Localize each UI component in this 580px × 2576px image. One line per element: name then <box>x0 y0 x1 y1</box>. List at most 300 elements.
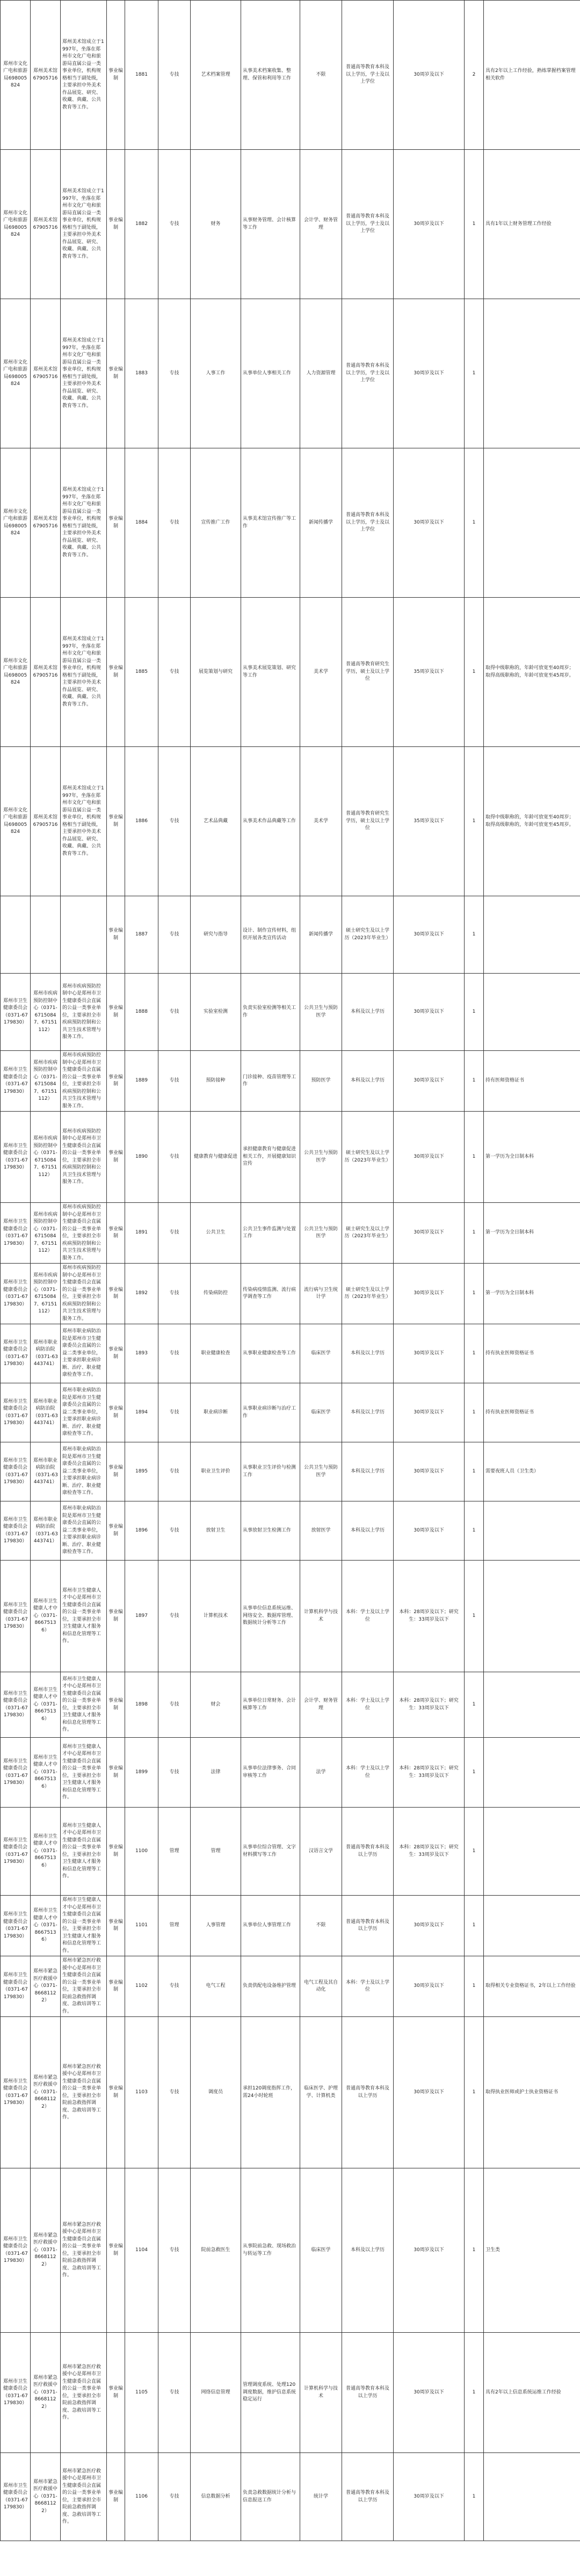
cell-department: 郑州市文化广电和旅游局698005824 <box>1 448 31 598</box>
cell-post-category: 专技 <box>158 1561 191 1672</box>
cell-department: 郑州市卫生健康委员会（0371-67179830） <box>1 1203 31 1264</box>
cell-post-name: 人事工作 <box>191 299 241 448</box>
cell-job-duties: 从事单位人事相关工作 <box>241 299 300 448</box>
cell-post-name: 宣传推广工作 <box>191 448 241 598</box>
table-row <box>1 896 580 974</box>
cell-staffing-type: 事业编制 <box>107 2333 125 2453</box>
cell-education: 本科及以上学历 <box>342 1324 394 1383</box>
cell-unit-description: 郑州美术馆成立于1997年，坐落在郑州市文化广电和旅游局直属公益一类事业单位，机构规格相当于副处级，主要承担中外美术作品展览、研究、收藏、典藏、公共教育等工作。 <box>61 299 107 448</box>
cell-other-requirements: 取得相关专业资格证书，2年以上工作经验 <box>484 1956 580 2017</box>
cell-age: 30周岁及以下 <box>394 1442 465 1501</box>
cell-other-requirements: 具有2年以上信息系统运维工作经验 <box>484 2333 580 2453</box>
cell-staffing-type: 事业编制 <box>107 1324 125 1383</box>
cell-unit-contact: 郑州市职业病防治院（0371-63443741） <box>31 1383 61 1442</box>
cell-department: 郑州市卫生健康委员会（0371-67179830） <box>1 1808 31 1896</box>
cell-department: 郑州市卫生健康委员会（0371-67179830） <box>1 2333 31 2453</box>
table-row <box>1 299 580 448</box>
cell-headcount: 2 <box>465 1 484 150</box>
cell-major: 公共卫生与预防医学 <box>300 1442 342 1501</box>
cell-other-requirements: 取得中级职称的，年龄可放宽至40周岁；取得高级职称的，年龄可放宽至45周岁。 <box>484 598 580 747</box>
cell-post-code: 1889 <box>125 1051 158 1112</box>
cell-staffing-type: 事业编制 <box>107 1956 125 2017</box>
cell-unit-contact: 郑州美术馆67905716 <box>31 448 61 598</box>
cell-education: 普通高等教育本科及以上学历，学士及以上学位 <box>342 299 394 448</box>
table-body <box>1 1 580 2541</box>
cell-major: 不限 <box>300 1 342 150</box>
cell-post-category: 专技 <box>158 150 191 299</box>
table-row <box>1 1383 580 1442</box>
cell-post-code: 1898 <box>125 1672 158 1738</box>
cell-unit-description: 郑州市紧急医疗救援中心是郑州市卫生健康委员会直属的公益一类事业单位，主要承担全市院前急救指挥调度、急救培训等工作。 <box>61 2453 107 2541</box>
cell-headcount: 1 <box>465 2017 484 2168</box>
cell-headcount: 1 <box>465 747 484 896</box>
cell-post-code: 1897 <box>125 1561 158 1672</box>
cell-post-code: 1895 <box>125 1442 158 1501</box>
cell-major: 预防医学 <box>300 1051 342 1112</box>
cell-education: 普通高等教育本科及以上学历 <box>342 2453 394 2541</box>
cell-post-name: 职业卫生评价 <box>191 1442 241 1501</box>
table-row <box>1 1738 580 1808</box>
cell-department: 郑州市文化广电和旅游局698005824 <box>1 299 31 448</box>
cell-post-category: 管理 <box>158 1808 191 1896</box>
cell-education: 本科及以上学历 <box>342 1442 394 1501</box>
cell-unit-description: 郑州市紧急医疗救援中心是郑州市卫生健康委员会直属的公益一类事业单位，主要承担全市院前急救指挥调度、急救培训等工作。 <box>61 1956 107 2017</box>
cell-job-duties: 从事职业健康检查等工作 <box>241 1324 300 1383</box>
cell-post-category: 专技 <box>158 598 191 747</box>
cell-age: 30周岁及以下 <box>394 1896 465 1956</box>
cell-post-category: 专技 <box>158 1383 191 1442</box>
cell-age: 30周岁及以下 <box>394 448 465 598</box>
cell-department: 郑州市卫生健康委员会（0371-67179830） <box>1 1561 31 1672</box>
cell-unit-contact: 郑州美术馆67905716 <box>31 1 61 150</box>
table-row <box>1 150 580 299</box>
cell-post-category: 专技 <box>158 1 191 150</box>
cell-department: 郑州市卫生健康委员会（0371-67179830） <box>1 1442 31 1501</box>
cell-job-duties: 从事单位信息系统运维、网络安全、数据库管理、数据统计分析等工作 <box>241 1561 300 1672</box>
cell-post-code: 1104 <box>125 2168 158 2333</box>
cell-job-duties: 从事美术档案收集、整理、保管和利用等工作 <box>241 1 300 150</box>
cell-age: 30周岁及以下 <box>394 1203 465 1264</box>
cell-staffing-type: 事业编制 <box>107 1672 125 1738</box>
cell-headcount: 1 <box>465 1956 484 2017</box>
cell-job-duties: 设计、制作宣传材料，组织开展各类宣传活动 <box>241 896 300 974</box>
cell-department: 郑州市卫生健康委员会（0371-67179830） <box>1 1956 31 2017</box>
table-row <box>1 1051 580 1112</box>
cell-job-duties: 从事单位人事管理工作 <box>241 1896 300 1956</box>
cell-post-category: 专技 <box>158 1738 191 1808</box>
table-row <box>1 2333 580 2453</box>
cell-age: 35周岁及以下 <box>394 747 465 896</box>
cell-unit-contact: 郑州市疾病预防控制中心（0371-67150847、67151112） <box>31 1203 61 1264</box>
cell-unit-contact: 郑州美术馆67905716 <box>31 299 61 448</box>
cell-post-code: 1893 <box>125 1324 158 1383</box>
cell-staffing-type: 事业编制 <box>107 598 125 747</box>
cell-age: 本科：28周岁及以下；研究生：33周岁及以下 <box>394 1561 465 1672</box>
cell-post-category: 专技 <box>158 1956 191 2017</box>
cell-post-category: 专技 <box>158 974 191 1051</box>
cell-staffing-type: 事业编制 <box>107 1112 125 1203</box>
cell-post-name: 实验室检测 <box>191 974 241 1051</box>
cell-department: 郑州市卫生健康委员会（0371-67179830） <box>1 1324 31 1383</box>
cell-post-name: 展览策划与研究 <box>191 598 241 747</box>
cell-education: 本科及以上学历 <box>342 1501 394 1561</box>
cell-post-code: 1884 <box>125 448 158 598</box>
cell-post-code: 1882 <box>125 150 158 299</box>
cell-post-code: 1888 <box>125 974 158 1051</box>
cell-post-category: 专技 <box>158 896 191 974</box>
cell-major: 人力资源管理 <box>300 299 342 448</box>
cell-post-name: 放射卫生 <box>191 1501 241 1561</box>
cell-staffing-type: 事业编制 <box>107 1264 125 1324</box>
cell-unit-description: 郑州市疾病预防控制中心是郑州市卫生健康委员会直属的公益一类事业单位，主要承担全市疾病预防控制和公共卫生技术管理与服务工作。 <box>61 974 107 1051</box>
cell-post-code: 1887 <box>125 896 158 974</box>
cell-department: 郑州市卫生健康委员会（0371-67179830） <box>1 1896 31 1956</box>
cell-unit-contact: 郑州市疾病预防控制中心（0371-67150847、67151112） <box>31 1112 61 1203</box>
cell-staffing-type: 事业编制 <box>107 150 125 299</box>
cell-post-category: 专技 <box>158 1672 191 1738</box>
cell-education: 硕士研究生及以上学历（2023年毕业生） <box>342 1264 394 1324</box>
cell-age: 30周岁及以下 <box>394 299 465 448</box>
cell-education: 硕士研究生及以上学历（2023年毕业生） <box>342 896 394 974</box>
cell-post-name: 法律 <box>191 1738 241 1808</box>
cell-education: 本科：学士及以上学位 <box>342 1561 394 1672</box>
cell-age: 30周岁及以下 <box>394 1383 465 1442</box>
cell-unit-description: 郑州市职业病防治院是郑州市卫生健康委员会直属的公益二类事业单位，主要承担职业病诊断、治疗、职业健康检查等工作。 <box>61 1324 107 1383</box>
cell-headcount: 1 <box>465 1738 484 1808</box>
table-row <box>1 448 580 598</box>
cell-other-requirements: 具有2年以上工作经验，熟练掌握档案管理相关软件 <box>484 1 580 150</box>
cell-education: 普通高等教育本科及以上学历 <box>342 2017 394 2168</box>
cell-age: 30周岁及以下 <box>394 150 465 299</box>
cell-major: 新闻传播学 <box>300 896 342 974</box>
cell-post-code: 1881 <box>125 1 158 150</box>
cell-post-code: 1890 <box>125 1112 158 1203</box>
table-row <box>1 2168 580 2333</box>
cell-staffing-type: 事业编制 <box>107 1808 125 1896</box>
cell-department: 郑州市卫生健康委员会（0371-67179830） <box>1 1383 31 1442</box>
cell-headcount: 1 <box>465 598 484 747</box>
cell-education: 普通高等教育研究生学历，硕士及以上学位 <box>342 598 394 747</box>
cell-other-requirements <box>484 1738 580 1808</box>
cell-major: 放射医学 <box>300 1501 342 1561</box>
cell-post-name: 艺术档案管理 <box>191 1 241 150</box>
cell-post-code: 1105 <box>125 2333 158 2453</box>
cell-other-requirements <box>484 1672 580 1738</box>
cell-other-requirements: 取得执业医师或护士执业资格证书 <box>484 2017 580 2168</box>
cell-age: 30周岁及以下 <box>394 1501 465 1561</box>
cell-post-code: 1100 <box>125 1808 158 1896</box>
cell-unit-contact: 郑州市职业病防治院（0371-63443741） <box>31 1501 61 1561</box>
cell-staffing-type: 事业编制 <box>107 1 125 150</box>
cell-job-duties: 从事美术馆宣传推广等工作 <box>241 448 300 598</box>
cell-post-category: 专技 <box>158 2168 191 2333</box>
cell-unit-contact: 郑州市职业病防治院（0371-63443741） <box>31 1442 61 1501</box>
cell-unit-contact: 郑州市卫生健康人才中心（0371-86675136） <box>31 1738 61 1808</box>
cell-post-name: 院前急救医生 <box>191 2168 241 2333</box>
cell-post-code: 1892 <box>125 1264 158 1324</box>
cell-age: 30周岁及以下 <box>394 2333 465 2453</box>
cell-unit-description: 郑州市紧急医疗救援中心是郑州市卫生健康委员会直属的公益一类事业单位，主要承担全市院前急救指挥调度、急救培训等工作。 <box>61 2333 107 2453</box>
cell-department: 郑州市卫生健康委员会（0371-67179830） <box>1 1264 31 1324</box>
cell-post-name: 管理 <box>191 1808 241 1896</box>
cell-department: 郑州市卫生健康委员会（0371-67179830） <box>1 1738 31 1808</box>
cell-post-name: 电气工程 <box>191 1956 241 2017</box>
cell-post-category: 专技 <box>158 1264 191 1324</box>
cell-post-name: 预防接种 <box>191 1051 241 1112</box>
cell-age: 30周岁及以下 <box>394 896 465 974</box>
cell-other-requirements: 具有1年以上财务管理工作经验 <box>484 150 580 299</box>
cell-headcount: 1 <box>465 1442 484 1501</box>
cell-post-name: 计算机技术 <box>191 1561 241 1672</box>
cell-post-code: 1101 <box>125 1896 158 1956</box>
cell-major: 汉语言文学 <box>300 1808 342 1896</box>
cell-major: 临床医学 <box>300 1324 342 1383</box>
cell-unit-description: 郑州市紧急医疗救援中心是郑州市卫生健康委员会直属的公益一类事业单位，主要承担全市院前急救指挥调度、急救培训等工作。 <box>61 2168 107 2333</box>
cell-job-duties: 从事职业卫生评价与检测工作 <box>241 1442 300 1501</box>
cell-age: 30周岁及以下 <box>394 2168 465 2333</box>
cell-other-requirements: 持有执业医师资格证书 <box>484 1383 580 1442</box>
cell-major: 新闻传播学 <box>300 448 342 598</box>
cell-job-duties: 负责急救数据统计分析与信息报送工作 <box>241 2453 300 2541</box>
cell-unit-contact: 郑州市紧急医疗救援中心（0371-86681122） <box>31 2017 61 2168</box>
cell-staffing-type: 事业编制 <box>107 1203 125 1264</box>
cell-age: 30周岁及以下 <box>394 1112 465 1203</box>
cell-education: 硕士研究生及以上学历（2023年毕业生） <box>342 1112 394 1203</box>
cell-headcount: 1 <box>465 974 484 1051</box>
cell-headcount: 1 <box>465 150 484 299</box>
cell-education: 本科及以上学历 <box>342 1051 394 1112</box>
cell-age: 30周岁及以下 <box>394 1051 465 1112</box>
cell-headcount: 1 <box>465 2453 484 2541</box>
table-row <box>1 1 580 150</box>
cell-unit-description: 郑州市卫生健康人才中心是郑州市卫生健康委员会直属的公益一类事业单位，主要承担全市卫生健康人才服务和信息化管理等工作。 <box>61 1738 107 1808</box>
cell-job-duties: 传染病疫情监测、流行病学调查等工作 <box>241 1264 300 1324</box>
cell-unit-description: 郑州市卫生健康人才中心是郑州市卫生健康委员会直属的公益一类事业单位，主要承担全市卫生健康人才服务和信息化管理等工作。 <box>61 1896 107 1956</box>
cell-age: 30周岁及以下 <box>394 1956 465 2017</box>
cell-education: 本科：学士及以上学位 <box>342 1672 394 1738</box>
cell-department: 郑州市卫生健康委员会（0371-67179830） <box>1 1672 31 1738</box>
cell-headcount: 1 <box>465 1808 484 1896</box>
cell-post-category: 专技 <box>158 1501 191 1561</box>
cell-major: 法学 <box>300 1738 342 1808</box>
cell-job-duties: 负责实验室检测等相关工作 <box>241 974 300 1051</box>
cell-headcount: 1 <box>465 1324 484 1383</box>
cell-education: 普通高等教育研究生学历，硕士及以上学位 <box>342 747 394 896</box>
cell-unit-contact: 郑州市疾病预防控制中心（0371-67150847、67151112） <box>31 974 61 1051</box>
cell-post-category: 专技 <box>158 2333 191 2453</box>
table-row <box>1 2453 580 2541</box>
cell-major: 临床医学 <box>300 2168 342 2333</box>
cell-department: 郑州市卫生健康委员会（0371-67179830） <box>1 2017 31 2168</box>
cell-unit-contact: 郑州市卫生健康人才中心（0371-86675136） <box>31 1561 61 1672</box>
cell-staffing-type: 事业编制 <box>107 448 125 598</box>
cell-job-duties: 从事院前急救、现场救治与转运等工作 <box>241 2168 300 2333</box>
cell-post-name: 财务 <box>191 150 241 299</box>
cell-job-duties: 从事财务管理、会计核算等工作 <box>241 150 300 299</box>
cell-major: 计算机科学与技术 <box>300 2333 342 2453</box>
cell-major: 美术学 <box>300 747 342 896</box>
cell-major: 统计学 <box>300 2453 342 2541</box>
cell-post-name: 信息数据分析 <box>191 2453 241 2541</box>
cell-job-duties: 从事单位综合管理、文字材料撰写等工作 <box>241 1808 300 1896</box>
cell-other-requirements <box>484 896 580 974</box>
cell-unit-description: 郑州市职业病防治院是郑州市卫生健康委员会直属的公益二类事业单位，主要承担职业病诊断、治疗、职业健康检查等工作。 <box>61 1501 107 1561</box>
cell-other-requirements <box>484 1808 580 1896</box>
cell-staffing-type: 事业编制 <box>107 1501 125 1561</box>
cell-unit-description: 郑州美术馆成立于1997年，坐落在郑州市文化广电和旅游局直属公益一类事业单位，机构规格相当于副处级，主要承担中外美术作品展览、研究、收藏、典藏、公共教育等工作。 <box>61 150 107 299</box>
cell-education: 本科及以上学历 <box>342 974 394 1051</box>
cell-unit-contact: 郑州市紧急医疗救援中心（0371-86681122） <box>31 2453 61 2541</box>
cell-major: 美术学 <box>300 598 342 747</box>
cell-major: 临床医学、护理学、计算机类 <box>300 2017 342 2168</box>
cell-post-code: 1894 <box>125 1383 158 1442</box>
cell-post-category: 专技 <box>158 1112 191 1203</box>
cell-job-duties: 从事单位日常财务、会计核算等工作 <box>241 1672 300 1738</box>
cell-headcount: 1 <box>465 1112 484 1203</box>
table-row <box>1 1442 580 1501</box>
cell-age: 35周岁及以下 <box>394 598 465 747</box>
cell-department: 郑州市卫生健康委员会（0371-67179830） <box>1 1501 31 1561</box>
cell-education: 普通高等教育本科及以上学历 <box>342 1896 394 1956</box>
cell-unit-contact: 郑州市职业病防治院（0371-63443741） <box>31 1324 61 1383</box>
cell-department: 郑州市卫生健康委员会（0371-67179830） <box>1 1112 31 1203</box>
cell-education: 本科：学士及以上学位 <box>342 1738 394 1808</box>
cell-headcount: 1 <box>465 1203 484 1264</box>
cell-headcount: 1 <box>465 1896 484 1956</box>
cell-unit-description: 郑州市职业病防治院是郑州市卫生健康委员会直属的公益二类事业单位，主要承担职业病诊断、治疗、职业健康检查等工作。 <box>61 1442 107 1501</box>
cell-post-code: 1102 <box>125 1956 158 2017</box>
cell-other-requirements: 持有执业医师资格证书 <box>484 1324 580 1383</box>
cell-department: 郑州市文化广电和旅游局698005824 <box>1 1 31 150</box>
cell-job-duties: 公共卫生事件监测与处置工作 <box>241 1203 300 1264</box>
cell-age: 30周岁及以下 <box>394 1264 465 1324</box>
cell-post-category: 专技 <box>158 2017 191 2168</box>
cell-staffing-type: 事业编制 <box>107 1051 125 1112</box>
cell-major: 公共卫生与预防医学 <box>300 1112 342 1203</box>
cell-unit-description: 郑州市疾病预防控制中心是郑州市卫生健康委员会直属的公益一类事业单位，主要承担全市疾病预防控制和公共卫生技术管理与服务工作。 <box>61 1112 107 1203</box>
cell-post-name: 健康教育与健康促进 <box>191 1112 241 1203</box>
cell-post-name: 财会 <box>191 1672 241 1738</box>
cell-other-requirements: 第一学历为全日制本科 <box>484 1264 580 1324</box>
table-row <box>1 1324 580 1383</box>
table-row <box>1 1808 580 1896</box>
table-row <box>1 598 580 747</box>
cell-post-category: 管理 <box>158 1896 191 1956</box>
cell-other-requirements <box>484 299 580 448</box>
cell-other-requirements: 取得中级职称的，年龄可放宽至40周岁；取得高级职称的，年龄可放宽至45周岁。 <box>484 747 580 896</box>
cell-major: 公共卫生与预防医学 <box>300 1203 342 1264</box>
cell-other-requirements <box>484 1896 580 1956</box>
cell-other-requirements <box>484 1501 580 1561</box>
cell-unit-description: 郑州市卫生健康人才中心是郑州市卫生健康委员会直属的公益一类事业单位，主要承担全市卫生健康人才服务和信息化管理等工作。 <box>61 1808 107 1896</box>
cell-age: 30周岁及以下 <box>394 1 465 150</box>
cell-post-category: 专技 <box>158 1203 191 1264</box>
cell-education: 普通高等教育本科及以上学历，学士及以上学位 <box>342 150 394 299</box>
cell-unit-contact: 郑州市卫生健康人才中心（0371-86675136） <box>31 1896 61 1956</box>
cell-major: 会计学、财务管理 <box>300 150 342 299</box>
cell-other-requirements <box>484 1561 580 1672</box>
cell-other-requirements <box>484 974 580 1051</box>
cell-major: 临床医学 <box>300 1383 342 1442</box>
cell-other-requirements <box>484 448 580 598</box>
cell-staffing-type: 事业编制 <box>107 1442 125 1501</box>
cell-education: 硕士研究生及以上学历（2023年毕业生） <box>342 1203 394 1264</box>
cell-post-category: 专技 <box>158 1051 191 1112</box>
cell-staffing-type: 事业编制 <box>107 747 125 896</box>
cell-major: 电气工程及其自动化 <box>300 1956 342 2017</box>
cell-age: 本科：28周岁及以下；研究生：33周岁及以下 <box>394 1808 465 1896</box>
table-row <box>1 1956 580 2017</box>
cell-education: 本科及以上学历 <box>342 2168 394 2333</box>
cell-age: 30周岁及以下 <box>394 1324 465 1383</box>
table-row <box>1 974 580 1051</box>
cell-education: 普通高等教育本科及以上学历，学士及以上学位 <box>342 1 394 150</box>
cell-unit-contact: 郑州美术馆67905716 <box>31 747 61 896</box>
cell-department: 郑州市卫生健康委员会（0371-67179830） <box>1 1051 31 1112</box>
cell-unit-contact <box>31 896 61 974</box>
table-row <box>1 1203 580 1264</box>
cell-post-category: 专技 <box>158 2453 191 2541</box>
cell-post-name: 传染病防控 <box>191 1264 241 1324</box>
cell-unit-contact: 郑州美术馆67905716 <box>31 598 61 747</box>
cell-post-category: 专技 <box>158 1324 191 1383</box>
cell-job-duties: 门诊接种、疫苗管理等工作 <box>241 1051 300 1112</box>
cell-staffing-type: 事业编制 <box>107 974 125 1051</box>
cell-headcount: 1 <box>465 2168 484 2333</box>
cell-job-duties: 从事单位法律事务、合同审核等工作 <box>241 1738 300 1808</box>
cell-unit-description: 郑州市疾病预防控制中心是郑州市卫生健康委员会直属的公益一类事业单位，主要承担全市疾病预防控制和公共卫生技术管理与服务工作。 <box>61 1203 107 1264</box>
cell-headcount: 1 <box>465 1051 484 1112</box>
cell-major: 不限 <box>300 1896 342 1956</box>
cell-other-requirements: 需要夜班人员（卫生类） <box>484 1442 580 1501</box>
cell-post-code: 1886 <box>125 747 158 896</box>
cell-education: 本科及以上学历 <box>342 1383 394 1442</box>
cell-staffing-type: 事业编制 <box>107 1383 125 1442</box>
cell-age: 30周岁及以下 <box>394 2453 465 2541</box>
cell-headcount: 1 <box>465 896 484 974</box>
cell-unit-description: 郑州市疾病预防控制中心是郑州市卫生健康委员会直属的公益一类事业单位，主要承担全市疾病预防控制和公共卫生技术管理与服务工作。 <box>61 1051 107 1112</box>
cell-department: 郑州市文化广电和旅游局698005824 <box>1 150 31 299</box>
cell-post-code: 1896 <box>125 1501 158 1561</box>
cell-headcount: 1 <box>465 2333 484 2453</box>
cell-major: 公共卫生与预防医学 <box>300 974 342 1051</box>
cell-unit-contact: 郑州市紧急医疗救援中心（0371-86681122） <box>31 1956 61 2017</box>
cell-unit-description: 郑州市疾病预防控制中心是郑州市卫生健康委员会直属的公益一类事业单位，主要承担全市疾病预防控制和公共卫生技术管理与服务工作。 <box>61 1264 107 1324</box>
cell-unit-description <box>61 896 107 974</box>
table-row <box>1 2017 580 2168</box>
cell-headcount: 1 <box>465 1264 484 1324</box>
cell-unit-description: 郑州美术馆成立于1997年，坐落在郑州市文化广电和旅游局直属公益一类事业单位，机构规格相当于副处级，主要承担中外美术作品展览、研究、收藏、典藏、公共教育等工作。 <box>61 448 107 598</box>
cell-unit-description: 郑州美术馆成立于1997年，坐落在郑州市文化广电和旅游局直属公益一类事业单位，机构规格相当于副处级，主要承担中外美术作品展览、研究、收藏、典藏、公共教育等工作。 <box>61 747 107 896</box>
cell-unit-contact: 郑州美术馆67905716 <box>31 150 61 299</box>
cell-age: 30周岁及以下 <box>394 974 465 1051</box>
cell-post-code: 1103 <box>125 2017 158 2168</box>
cell-job-duties: 从事美术作品典藏等工作 <box>241 747 300 896</box>
cell-post-name: 艺术品典藏 <box>191 747 241 896</box>
cell-job-duties: 从事放射卫生检测工作 <box>241 1501 300 1561</box>
table-row <box>1 747 580 896</box>
table-row <box>1 1896 580 1956</box>
cell-unit-contact: 郑州市紧急医疗救援中心（0371-86681122） <box>31 2168 61 2333</box>
cell-department: 郑州市卫生健康委员会（0371-67179830） <box>1 2453 31 2541</box>
cell-other-requirements <box>484 2453 580 2541</box>
cell-age: 本科：28周岁及以下；研究生：33周岁及以下 <box>394 1672 465 1738</box>
cell-education: 普通高等教育本科及以上学历 <box>342 1808 394 1896</box>
cell-post-name: 人事管理 <box>191 1896 241 1956</box>
cell-headcount: 1 <box>465 299 484 448</box>
cell-unit-description: 郑州美术馆成立于1997年，坐落在郑州市文化广电和旅游局直属公益一类事业单位，机构规格相当于副处级，主要承担中外美术作品展览、研究、收藏、典藏、公共教育等工作。 <box>61 1 107 150</box>
cell-headcount: 1 <box>465 1383 484 1442</box>
